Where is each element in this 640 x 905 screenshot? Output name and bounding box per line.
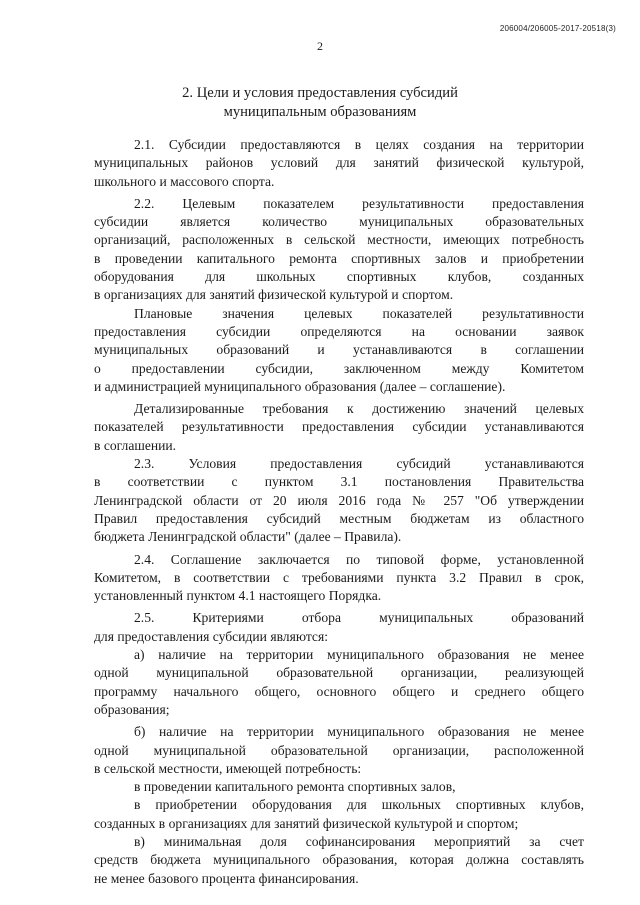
section-title [0,84,640,122]
paragraph [94,136,584,191]
paragraph [94,796,584,833]
text-line: в организациях для занятий физической культурой и спортом. [94,287,454,303]
text-line: Ленинградской области от 20 июля 2016 года № 257 "Об утверждении [94,492,584,508]
text-line: в проведении капитального ремонта спортивных залов и приобретении [94,250,584,266]
text-line: средств бюджета муниципального образования, которая должна составлять [94,852,584,868]
text-line: 2.2. Целевым показателем результативности предоставления [134,195,584,211]
text-line: Комитетом, в соответствии с требованиями пункта 3.2 Правил в срок, [94,569,584,585]
text-line: 2.4. Соглашение заключается по типовой форме, установленной [134,551,584,567]
text-line: 2.1. Субсидии предоставляются в целях создания на территории [134,137,584,152]
page-number: 2 [317,39,323,53]
text-line: в сельской местности, имеющей потребность: [94,760,362,776]
text-line: оборудования для школьных спортивных клубов, созданных [94,269,584,285]
text-line: и администрацией муниципального образования (далее – соглашение). [94,378,506,394]
text-line: установленный пунктом 4.1 настоящего Порядка. [94,588,382,604]
document-id: 206004/206005-2017-20518(3) [499,24,616,33]
paragraph [94,723,584,778]
paragraph [94,305,584,396]
text-line: о предоставлении субсидии, заключенном между Комитетом [94,360,584,376]
section-title-line-2: муниципальным образованиям [223,104,417,120]
text-line: организаций, расположенных в сельской местности, имеющих потребность [94,232,584,248]
text-line: Детализированные требования к достижению значений целевых [134,401,584,417]
text-line: созданных в организациях для занятий физической культурой и спортом; [94,815,519,831]
text-line: в) минимальная доля софинансирования мероприятий за счет [134,833,584,849]
text-line: Правил предоставления субсидий местным бюджетам из областного [94,510,584,526]
text-line: муниципальных образований и устанавливаются в соглашении [94,342,584,358]
document-body [94,136,584,888]
text-line: бюджета Ленинградской области" (далее – Правила). [94,529,402,545]
text-line: Плановые значения целевых показателей результативности [134,305,584,321]
text-line: субсидии является количество муниципальных образовательных [94,214,584,230]
paragraph [94,400,584,455]
paragraph [94,195,584,305]
text-line: предоставления субсидии определяются на основании заявок [94,323,584,339]
paragraph [94,646,584,719]
paragraph [94,609,584,646]
text-line: для предоставления субсидии являются: [94,628,328,644]
text-line: одной муниципальной образовательной организации, реализующей [94,665,584,681]
text-line: одной муниципальной образовательной организации, расположенной [94,742,584,758]
text-line: муниципальных районов условий для занятий физической культурой, [94,155,584,171]
paragraph [94,833,584,888]
text-line: школьного и массового спорта. [94,173,275,189]
paragraph [94,778,584,796]
text-line: в приобретении оборудования для школьных спортивных клубов, [134,797,584,813]
paragraph [94,551,584,606]
text-line: б) наличие на территории муниципального образования не менее [134,724,584,740]
text-line: показателей результативности предоставления субсидии устанавливаются [94,419,584,435]
text-line: 2.5. Критериями отбора муниципальных образований [134,610,584,626]
text-line: не менее базового процента финансирования. [94,870,359,886]
text-line: программу начального общего, основного общего и среднего общего [94,683,584,699]
text-line: а) наличие на территории муниципального образования не менее [134,647,584,663]
section-title-line-1: 2. Цели и условия предоставления субсидий [182,85,458,101]
text-line: 2.3. Условия предоставления субсидий устанавливаются [134,456,584,472]
paragraph [94,455,584,546]
text-line: образования; [94,701,170,717]
text-line: в проведении капитального ремонта спортивных залов, [134,779,456,795]
text-line: в соответствии с пунктом 3.1 постановления Правительства [94,474,584,490]
text-line: в соглашении. [94,437,177,453]
